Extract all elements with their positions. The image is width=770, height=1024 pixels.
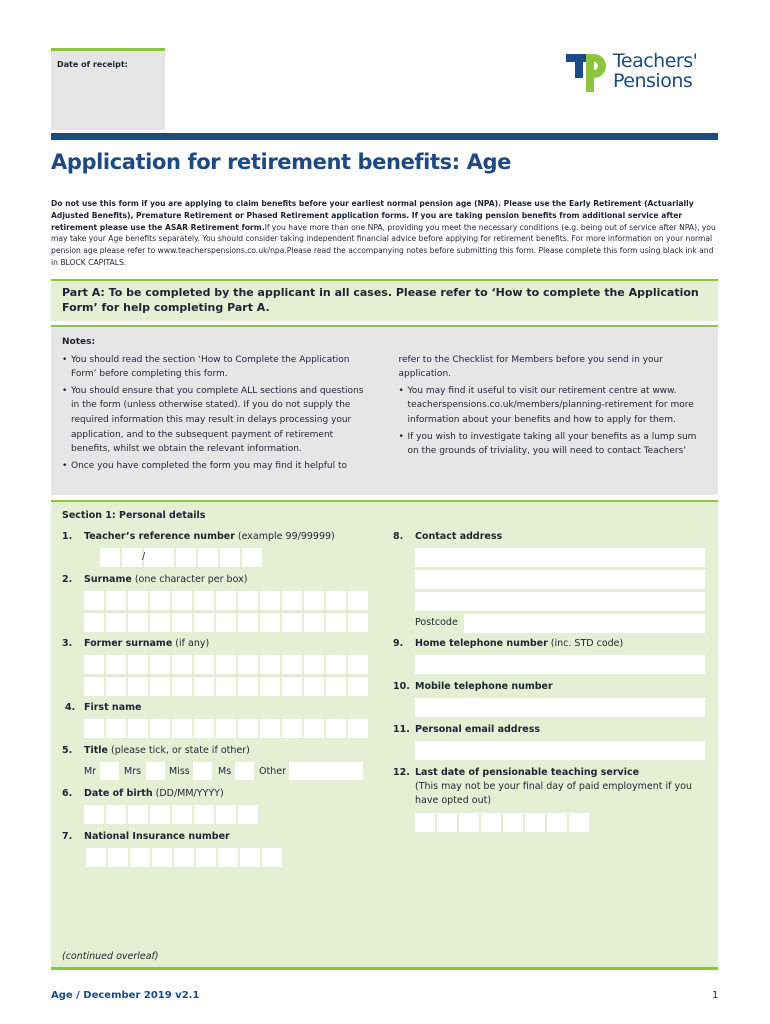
home-telephone-field[interactable] bbox=[415, 655, 705, 674]
former-surname-char-box[interactable] bbox=[150, 655, 170, 674]
former-surname-char-box[interactable] bbox=[84, 655, 104, 674]
logo-wordmark bbox=[613, 51, 697, 91]
national-insurance-char-box[interactable] bbox=[262, 848, 282, 867]
q2-number: 2. bbox=[62, 574, 73, 585]
former-surname-char-box[interactable] bbox=[84, 677, 104, 696]
former-surname-char-box[interactable] bbox=[172, 677, 192, 696]
surname-char-box[interactable] bbox=[172, 613, 192, 632]
logo-line-1: Teachers' bbox=[613, 50, 698, 72]
national-insurance-char-box[interactable] bbox=[196, 848, 216, 867]
surname-char-box[interactable] bbox=[304, 613, 324, 632]
notes-panel bbox=[51, 325, 718, 495]
first-name-char-box[interactable] bbox=[326, 719, 346, 738]
first-name-char-box[interactable] bbox=[194, 719, 214, 738]
q11-label: Personal email address bbox=[415, 724, 541, 735]
first-name-char-box[interactable] bbox=[128, 719, 148, 738]
former-surname-char-box[interactable] bbox=[304, 655, 324, 674]
q2-label: Surname (one character per box) bbox=[84, 574, 248, 585]
last-date-char-box[interactable] bbox=[481, 813, 501, 832]
former-surname-char-box[interactable] bbox=[194, 677, 214, 696]
q3-number: 3. bbox=[62, 638, 73, 649]
first-name-char-box[interactable] bbox=[172, 719, 192, 738]
last-date-char-box[interactable] bbox=[569, 813, 589, 832]
surname-char-box[interactable] bbox=[84, 613, 104, 632]
former-surname-char-box[interactable] bbox=[150, 677, 170, 696]
footer-version: Age / December 2019 v2.1 bbox=[51, 990, 200, 1001]
date-of-birth-char-box[interactable] bbox=[150, 805, 170, 824]
note-item: • You may find it useful to visit our retirement centre at www. teacherspensions.co.uk/members/planning-retirement for more information about your benefits and how to apply for them. bbox=[399, 384, 708, 428]
intro-text bbox=[51, 198, 718, 269]
first-name-char-box[interactable] bbox=[106, 719, 126, 738]
q5-label: Title (please tick, or state if other) bbox=[84, 745, 250, 756]
former-surname-char-box[interactable] bbox=[172, 655, 192, 674]
surname-char-box[interactable] bbox=[128, 591, 148, 610]
q1-number: 1. bbox=[62, 531, 73, 542]
q6-number: 6. bbox=[62, 788, 73, 799]
q9-label: Home telephone number (inc. STD code) bbox=[415, 638, 624, 649]
section-1-personal-details bbox=[51, 500, 718, 970]
page-number: 1 bbox=[712, 990, 719, 1001]
q6-label: Date of birth (DD/MM/YYYY) bbox=[84, 788, 224, 799]
surname-char-box[interactable] bbox=[194, 591, 214, 610]
former-surname-char-box[interactable] bbox=[238, 655, 258, 674]
q12-label: Last date of pensionable teaching service bbox=[415, 767, 640, 778]
q4-number: 4. bbox=[65, 702, 76, 713]
q5-number: 5. bbox=[62, 745, 73, 756]
notes-title: Notes: bbox=[62, 337, 96, 347]
intro-bold: Do not use this form if you are applying to claim benefits before your earliest normal pension age (NPA). Please use the Early Retirement (Actuarially Adjusted Benefits), Premature Retirement or Phased Retirement application forms. If you are taking pension benefits from additional service after retirement please use the ASAR Retirement form. bbox=[51, 199, 694, 232]
q12-hint-line-1: (This may not be your final day of paid employment if you bbox=[415, 781, 692, 792]
title-option-mrs-label: Mrs bbox=[124, 766, 142, 777]
title-other-field[interactable] bbox=[289, 762, 363, 780]
part-a-banner: Part A: To be completed by the applicant in all cases. Please refer to ‘How to complete the Application Form’ for help completing Part A. bbox=[51, 279, 718, 321]
surname-char-box[interactable] bbox=[172, 591, 192, 610]
postcode-label: Postcode bbox=[415, 617, 458, 628]
reference-char-box[interactable] bbox=[176, 548, 196, 567]
last-date-char-box[interactable] bbox=[415, 813, 435, 832]
title-option-mrs-box[interactable] bbox=[146, 762, 165, 780]
q12-number: 12. bbox=[393, 767, 410, 778]
surname-char-box[interactable] bbox=[84, 591, 104, 610]
former-surname-char-box[interactable] bbox=[326, 677, 346, 696]
first-name-char-box[interactable] bbox=[304, 719, 324, 738]
national-insurance-char-box[interactable] bbox=[130, 848, 150, 867]
q7-number: 7. bbox=[62, 831, 73, 842]
note-item: • If you wish to investigate taking all your benefits as a lump sum on the grounds of triviality, you will need to contact Teachers’ bbox=[399, 430, 708, 459]
surname-char-box[interactable] bbox=[150, 591, 170, 610]
surname-char-box[interactable] bbox=[194, 613, 214, 632]
reference-char-box[interactable] bbox=[220, 548, 240, 567]
title-option-ms-label: Ms bbox=[218, 766, 232, 777]
first-name-char-box[interactable] bbox=[150, 719, 170, 738]
date-of-birth-char-box[interactable] bbox=[238, 805, 258, 824]
surname-char-box[interactable] bbox=[348, 591, 368, 610]
former-surname-char-box[interactable] bbox=[128, 655, 148, 674]
header-rule bbox=[51, 133, 718, 140]
surname-char-box[interactable] bbox=[150, 613, 170, 632]
surname-char-box[interactable] bbox=[238, 613, 258, 632]
last-date-char-box[interactable] bbox=[547, 813, 567, 832]
surname-char-box[interactable] bbox=[326, 613, 346, 632]
q3-label: Former surname (if any) bbox=[84, 638, 210, 649]
former-surname-char-box[interactable] bbox=[304, 677, 324, 696]
logo-line-2: Pensions bbox=[613, 70, 693, 92]
national-insurance-char-box[interactable] bbox=[174, 848, 194, 867]
surname-char-box[interactable] bbox=[326, 591, 346, 610]
q11-number: 11. bbox=[393, 724, 410, 735]
mobile-telephone-field[interactable] bbox=[415, 698, 705, 717]
email-field[interactable] bbox=[415, 741, 705, 760]
date-of-birth-char-box[interactable] bbox=[172, 805, 192, 824]
note-item: • You should read the section ‘How to Complete the Application Form’ before completing this form. bbox=[62, 353, 371, 382]
q4-label: First name bbox=[84, 702, 142, 713]
date-of-birth-char-box[interactable] bbox=[194, 805, 214, 824]
reference-char-box[interactable] bbox=[100, 548, 120, 567]
surname-char-box[interactable] bbox=[238, 591, 258, 610]
q8-label: Contact address bbox=[415, 531, 503, 542]
surname-char-box[interactable] bbox=[106, 591, 126, 610]
last-date-char-box[interactable] bbox=[503, 813, 523, 832]
contact-address-line-1[interactable] bbox=[415, 548, 705, 567]
surname-char-box[interactable] bbox=[216, 591, 236, 610]
former-surname-char-box[interactable] bbox=[260, 655, 280, 674]
tp-logo-icon bbox=[566, 50, 608, 94]
first-name-char-box[interactable] bbox=[348, 719, 368, 738]
first-name-char-box[interactable] bbox=[216, 719, 236, 738]
former-surname-char-box[interactable] bbox=[128, 677, 148, 696]
date-of-receipt-label: Date of receipt: bbox=[57, 60, 128, 69]
continued-overleaf: (continued overleaf) bbox=[62, 951, 159, 962]
q10-number: 10. bbox=[393, 681, 410, 692]
q7-label: National Insurance number bbox=[84, 831, 230, 842]
q8-number: 8. bbox=[393, 531, 404, 542]
surname-char-box[interactable] bbox=[282, 613, 302, 632]
q10-label: Mobile telephone number bbox=[415, 681, 553, 692]
reference-char-box[interactable] bbox=[122, 548, 142, 567]
national-insurance-char-box[interactable] bbox=[86, 848, 106, 867]
first-name-char-box[interactable] bbox=[282, 719, 302, 738]
note-item: • Once you have completed the form you may find it helpful to bbox=[62, 459, 371, 474]
surname-char-box[interactable] bbox=[106, 613, 126, 632]
former-surname-char-box[interactable] bbox=[216, 655, 236, 674]
reference-char-box[interactable] bbox=[198, 548, 218, 567]
former-surname-char-box[interactable] bbox=[282, 677, 302, 696]
section-title: Section 1: Personal details bbox=[62, 510, 206, 521]
teachers-pensions-logo bbox=[566, 50, 726, 96]
national-insurance-char-box[interactable] bbox=[108, 848, 128, 867]
note-item: • You should ensure that you complete ALL sections and questions in the form (unless otherwise stated). If you do not supply the required information this may result in delays processing your application, and to the subsequent payment of retirement benefits, whilst we obtain the relevant information. bbox=[62, 384, 371, 457]
q1-label: Teacher’s reference number (example 99/99999) bbox=[84, 531, 335, 542]
surname-char-box[interactable] bbox=[304, 591, 324, 610]
surname-char-box[interactable] bbox=[216, 613, 236, 632]
former-surname-char-box[interactable] bbox=[194, 655, 214, 674]
national-insurance-char-box[interactable] bbox=[240, 848, 260, 867]
title-option-mr-box[interactable] bbox=[100, 762, 119, 780]
surname-char-box[interactable] bbox=[128, 613, 148, 632]
reference-char-box[interactable] bbox=[154, 548, 174, 567]
national-insurance-char-box[interactable] bbox=[152, 848, 172, 867]
date-of-receipt-box bbox=[51, 48, 165, 130]
first-name-char-box[interactable] bbox=[84, 719, 104, 738]
title-option-miss-box[interactable] bbox=[193, 762, 212, 780]
former-surname-char-box[interactable] bbox=[282, 655, 302, 674]
intro-normal: If you have more than one NPA, providing you meet the necessary conditions (e.g. being out of service after NPA), you may take your Age benefits separately. You should consider taking independent financial advice before applying for retirement benefits. For more information on your normal pension age please refer to www.teacherspensions.co.uk/npa.Please read the accompanying notes before submitting this form. Please complete this form using black ink and in BLOCK CAPITALS. bbox=[51, 222, 716, 267]
date-of-birth-char-box[interactable] bbox=[84, 805, 104, 824]
title-option-ms-box[interactable] bbox=[235, 762, 254, 780]
last-date-char-box[interactable] bbox=[437, 813, 457, 832]
title-option-other-label: Other bbox=[259, 766, 286, 777]
former-surname-char-box[interactable] bbox=[216, 677, 236, 696]
surname-char-box[interactable] bbox=[348, 613, 368, 632]
former-surname-char-box[interactable] bbox=[348, 655, 368, 674]
surname-char-box[interactable] bbox=[260, 613, 280, 632]
former-surname-char-box[interactable] bbox=[260, 677, 280, 696]
page-title: Application for retirement benefits: Age bbox=[51, 150, 511, 174]
former-surname-char-box[interactable] bbox=[238, 677, 258, 696]
surname-char-box[interactable] bbox=[282, 591, 302, 610]
date-of-birth-char-box[interactable] bbox=[128, 805, 148, 824]
date-of-birth-char-box[interactable] bbox=[106, 805, 126, 824]
date-of-birth-char-box[interactable] bbox=[216, 805, 236, 824]
contact-address-line-3[interactable] bbox=[415, 592, 705, 611]
contact-address-line-2[interactable] bbox=[415, 570, 705, 589]
former-surname-char-box[interactable] bbox=[326, 655, 346, 674]
former-surname-char-box[interactable] bbox=[106, 655, 126, 674]
q9-number: 9. bbox=[393, 638, 404, 649]
title-option-mr-label: Mr bbox=[84, 766, 97, 777]
last-date-char-box[interactable] bbox=[525, 813, 545, 832]
first-name-char-box[interactable] bbox=[260, 719, 280, 738]
first-name-char-box[interactable] bbox=[238, 719, 258, 738]
reference-slash: / bbox=[142, 551, 146, 562]
note-item-continued: refer to the Checklist for Members before you send in your application. bbox=[398, 354, 663, 380]
former-surname-char-box[interactable] bbox=[348, 677, 368, 696]
surname-char-box[interactable] bbox=[260, 591, 280, 610]
postcode-field[interactable] bbox=[464, 614, 705, 633]
q12-hint-line-2: have opted out) bbox=[415, 795, 492, 806]
reference-char-box[interactable] bbox=[242, 548, 262, 567]
former-surname-char-box[interactable] bbox=[106, 677, 126, 696]
national-insurance-char-box[interactable] bbox=[218, 848, 238, 867]
title-option-miss-label: Miss bbox=[169, 766, 190, 777]
last-date-char-box[interactable] bbox=[459, 813, 479, 832]
